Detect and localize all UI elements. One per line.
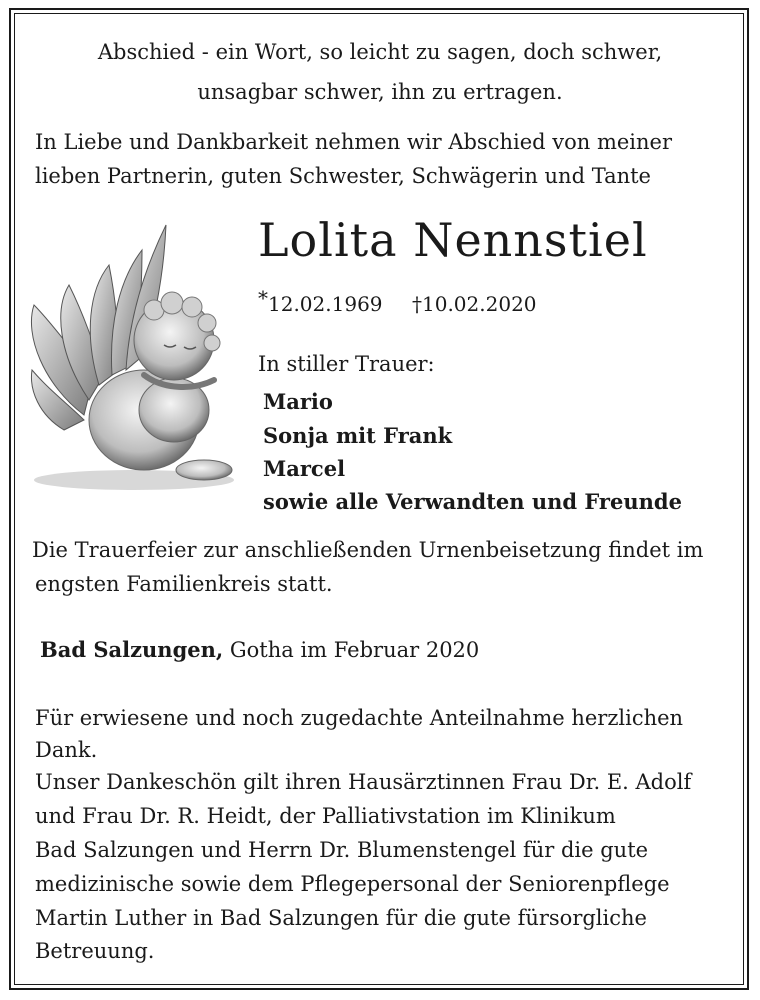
- thanks-line: und Frau Dr. R. Heidt, der Palliativstation im Klinikum: [35, 804, 616, 828]
- death-date: [412, 288, 537, 320]
- birth-symbol: *: [258, 286, 268, 310]
- ceremony-line-2: engsten Familienkreis statt.: [35, 572, 333, 596]
- birth-date-value: 12.02.1969: [268, 292, 383, 316]
- place-date-line: [40, 634, 479, 666]
- mourners-heading: In stiller Trauer:: [258, 352, 435, 376]
- thanks-line: Martin Luther in Bad Salzungen für die gute fürsorgliche: [35, 906, 647, 930]
- thanks-line: medizinische sowie dem Pflegepersonal der Seniorenpflege: [35, 872, 670, 896]
- quote-line-2: unsagbar schwer, ihn zu ertragen.: [197, 80, 563, 104]
- mourner-name: Sonja mit Frank: [263, 423, 453, 448]
- mourner-name: sowie alle Verwandten und Freunde: [263, 489, 682, 514]
- thanks-line: Betreuung.: [35, 939, 155, 963]
- death-symbol: †: [412, 292, 422, 316]
- place-bold: Bad Salzungen,: [40, 637, 224, 662]
- mourner-name: Marcel: [263, 456, 346, 481]
- birth-date: [258, 288, 383, 320]
- thanks-line: Unser Dankeschön gilt ihren Hausärztinnen Frau Dr. E. Adolf: [35, 770, 692, 794]
- place-rest: Gotha im Februar 2020: [223, 638, 480, 662]
- thanks-line: Für erwiesene und noch zugedachte Anteilnahme herzlichen: [35, 706, 684, 730]
- intro-line-2: lieben Partnerin, guten Schwester, Schwägerin und Tante: [35, 164, 651, 188]
- death-date-value: 10.02.2020: [422, 292, 537, 316]
- mourner-name: Mario: [263, 389, 333, 414]
- thanks-line: Dank.: [35, 738, 98, 762]
- ceremony-line-1: Die Trauerfeier zur anschließenden Urnenbeisetzung findet im: [32, 538, 704, 562]
- deceased-name: Lolita Nennstiel: [258, 213, 648, 267]
- angel-figurine-image: [24, 215, 239, 495]
- quote-line-1: Abschied - ein Wort, so leicht zu sagen, doch schwer,: [97, 40, 663, 64]
- thanks-line: Bad Salzungen und Herrn Dr. Blumenstengel für die gute: [35, 838, 649, 862]
- intro-line-1: In Liebe und Dankbarkeit nehmen wir Abschied von meiner: [35, 130, 673, 154]
